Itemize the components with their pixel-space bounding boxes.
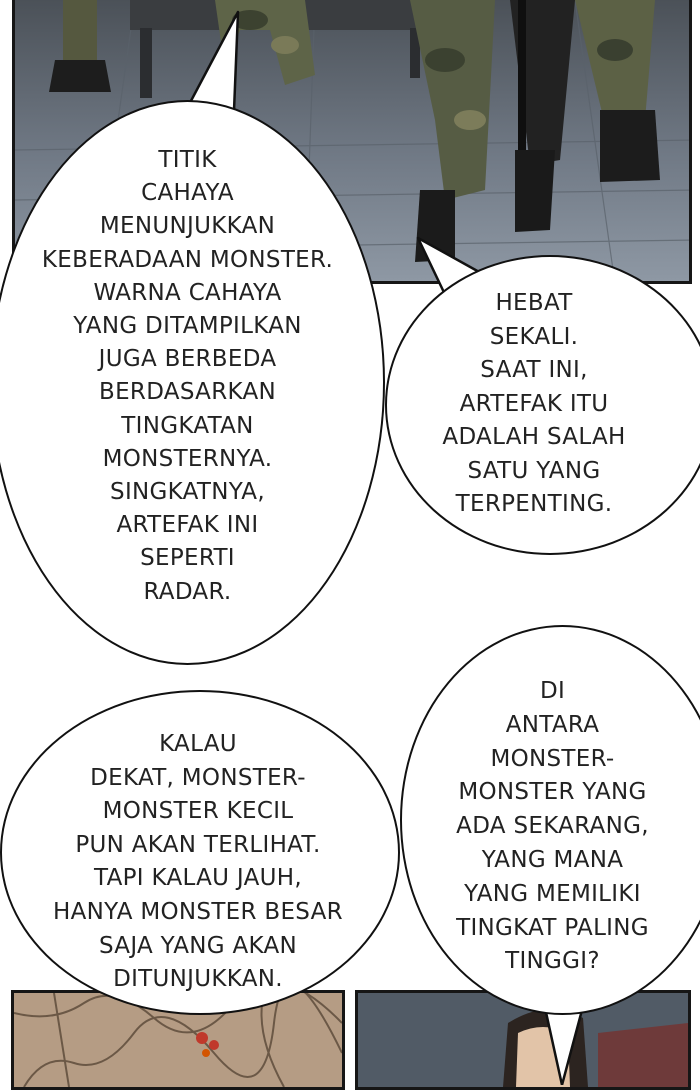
question-line-1: DI <box>539 678 566 704</box>
radar-line-12: ARTEFAK INI <box>116 512 259 539</box>
radar-line-3: MENUNJUKKAN <box>99 213 276 240</box>
question-line-2: ANTARA <box>505 711 600 738</box>
question-line-9: TINGGI? <box>505 948 600 975</box>
radar-line-7: JUGA BERBEDA <box>98 346 277 373</box>
radar-line-1: TITIK <box>158 147 217 173</box>
range-line-6: HANYA MONSTER BESAR <box>53 898 343 925</box>
speech-bubble-question <box>400 625 700 1015</box>
question-line-5: ADA SEKARANG, <box>456 813 649 840</box>
question-line-6: YANG MANA <box>481 846 624 873</box>
speech-bubble-praise <box>385 255 700 555</box>
question-line-3: MONSTER- <box>490 745 615 772</box>
range-line-3: MONSTER KECIL <box>102 798 294 825</box>
radar-line-5: WARNA CAHAYA <box>93 279 282 306</box>
radar-line-8: BERDASARKAN <box>99 379 276 406</box>
radar-line-9: TINGKATAN <box>121 412 254 439</box>
praise-line-6: SATU YANG <box>467 457 601 484</box>
radar-line-11: SINGKATNYA, <box>110 479 265 506</box>
range-line-8: DITUNJUKKAN. <box>113 966 283 993</box>
radar-line-4: KEBERADAAN MONSTER. <box>41 246 334 273</box>
question-line-7: YANG MEMILIKI <box>464 880 641 907</box>
range-line-2: DEKAT, MONSTER- <box>90 764 306 791</box>
speech-bubble-radar-explanation <box>0 100 385 665</box>
range-line-5: TAPI KALAU JAUH, <box>94 865 302 892</box>
praise-line-2: SEKALI. <box>489 323 579 350</box>
radar-line-14: RADAR. <box>143 578 232 605</box>
praise-line-5: ADALAH SALAH <box>442 424 626 450</box>
praise-line-1: HEBAT <box>495 290 573 316</box>
speech-bubble-range <box>0 690 400 1015</box>
radar-explanation-text <box>0 144 383 609</box>
radar-line-6: YANG DITAMPILKAN <box>73 313 302 340</box>
range-text <box>0 728 396 997</box>
range-line-4: PUN AKAN TERLIHAT. <box>75 831 321 858</box>
praise-line-7: TERPENTING. <box>455 491 613 517</box>
praise-text <box>371 287 697 522</box>
praise-line-4: ARTEFAK ITU <box>459 390 609 417</box>
range-line-7: SAJA YANG AKAN <box>98 932 298 959</box>
question-text <box>392 675 700 979</box>
radar-line-10: MONSTERNYA. <box>102 445 273 472</box>
question-line-4: MONSTER YANG <box>458 779 647 806</box>
radar-line-2: CAHAYA <box>141 180 234 207</box>
range-line-1: KALAU <box>159 731 237 757</box>
question-line-8: TINGKAT PALING <box>456 914 649 941</box>
radar-line-13: SEPERTI <box>140 545 235 572</box>
praise-line-3: SAAT INI, <box>480 357 588 383</box>
